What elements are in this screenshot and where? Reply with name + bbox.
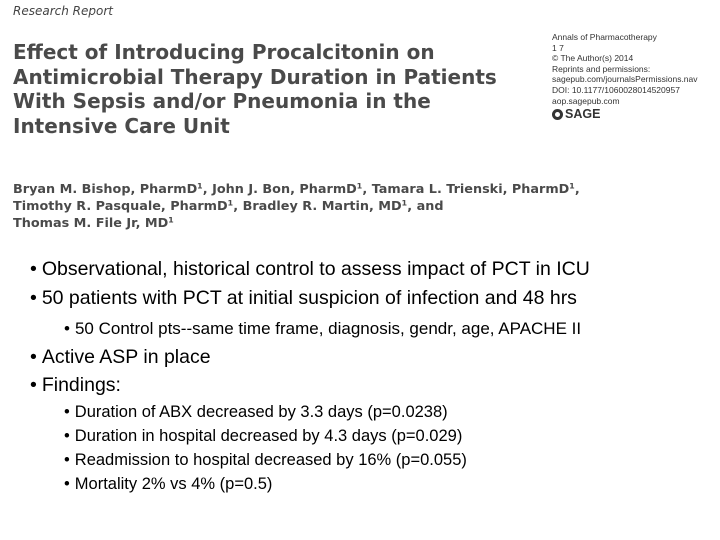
- bullet-text: Duration of ABX decreased by 3.3 days (p=0.0238): [74, 403, 448, 421]
- doi-line: DOI: 10.1177/1060028014520957: [552, 84, 680, 95]
- title-line: Antimicrobial Therapy Duration in Patients: [13, 64, 497, 89]
- copyright-line: © The Author(s) 2014: [552, 53, 634, 64]
- author-line: Timothy R. Pasquale, PharmD¹, Bradley R. Martin, MD¹, and: [13, 199, 444, 214]
- title-line: Effect of Introducing Procalcitonin on: [13, 40, 435, 64]
- finding-item: [64, 475, 272, 494]
- bullet-icon: •: [30, 346, 37, 368]
- report-header-label: Research Report: [13, 4, 113, 18]
- bullet-text: Readmission to hospital decreased by 16% (p=0.055): [74, 451, 467, 469]
- title-line: Intensive Care Unit: [13, 113, 230, 138]
- journal-pages: 1 7: [552, 42, 564, 53]
- journal-name: Annals of Pharmacotherapy: [552, 32, 657, 42]
- bullet-icon: •: [30, 374, 37, 396]
- title-line: With Sepsis and/or Pneumonia in the: [13, 89, 431, 113]
- article-title: [13, 40, 543, 138]
- bullet-icon: •: [64, 427, 70, 445]
- bullet-icon: •: [64, 403, 70, 421]
- bullet-icon: •: [64, 451, 70, 469]
- bullet-text: Duration in hospital decreased by 4.3 days (p=0.029): [74, 427, 463, 445]
- finding-item: [64, 451, 467, 470]
- bullet-text: Findings:: [41, 374, 121, 396]
- bullet-text: 50 Control pts--same time frame, diagnosis, gendr, age, APACHE II: [74, 319, 582, 338]
- finding-item: [64, 403, 448, 422]
- reprints-line: Reprints and permissions:: [552, 63, 651, 74]
- sage-logo-icon: [552, 109, 563, 120]
- sage-logo: [552, 107, 600, 121]
- permissions-url: sagepub.com/journalsPermissions.nav: [552, 74, 698, 85]
- bullet-icon: •: [30, 287, 37, 309]
- bullet-icon: •: [64, 475, 70, 493]
- finding-item: [64, 427, 462, 446]
- bullet-icon: •: [64, 319, 70, 338]
- bullet-item: [30, 346, 211, 369]
- bullet-text: 50 patients with PCT at initial suspicion of infection and 48 hrs: [41, 287, 577, 309]
- bullet-text: Observational, historical control to assess impact of PCT in ICU: [41, 258, 590, 280]
- author-line: Thomas M. File Jr, MD¹: [13, 216, 174, 231]
- author-line: Bryan M. Bishop, PharmD¹, John J. Bon, PharmD¹, Tamara L. Trienski, PharmD¹,: [13, 182, 580, 197]
- bullet-icon: •: [30, 258, 37, 280]
- sub-bullet-item: [64, 319, 581, 339]
- bullet-text: Mortality 2% vs 4% (p=0.5): [74, 475, 273, 493]
- bullet-text: Active ASP in place: [41, 346, 211, 368]
- bullet-item: [30, 374, 121, 397]
- journal-info: [552, 32, 718, 106]
- bullet-item: [30, 258, 590, 281]
- author-list: [13, 181, 713, 232]
- journal-url: aop.sagepub.com: [552, 95, 620, 106]
- sage-logo-text: SAGE: [565, 107, 601, 121]
- bullet-item: [30, 287, 577, 310]
